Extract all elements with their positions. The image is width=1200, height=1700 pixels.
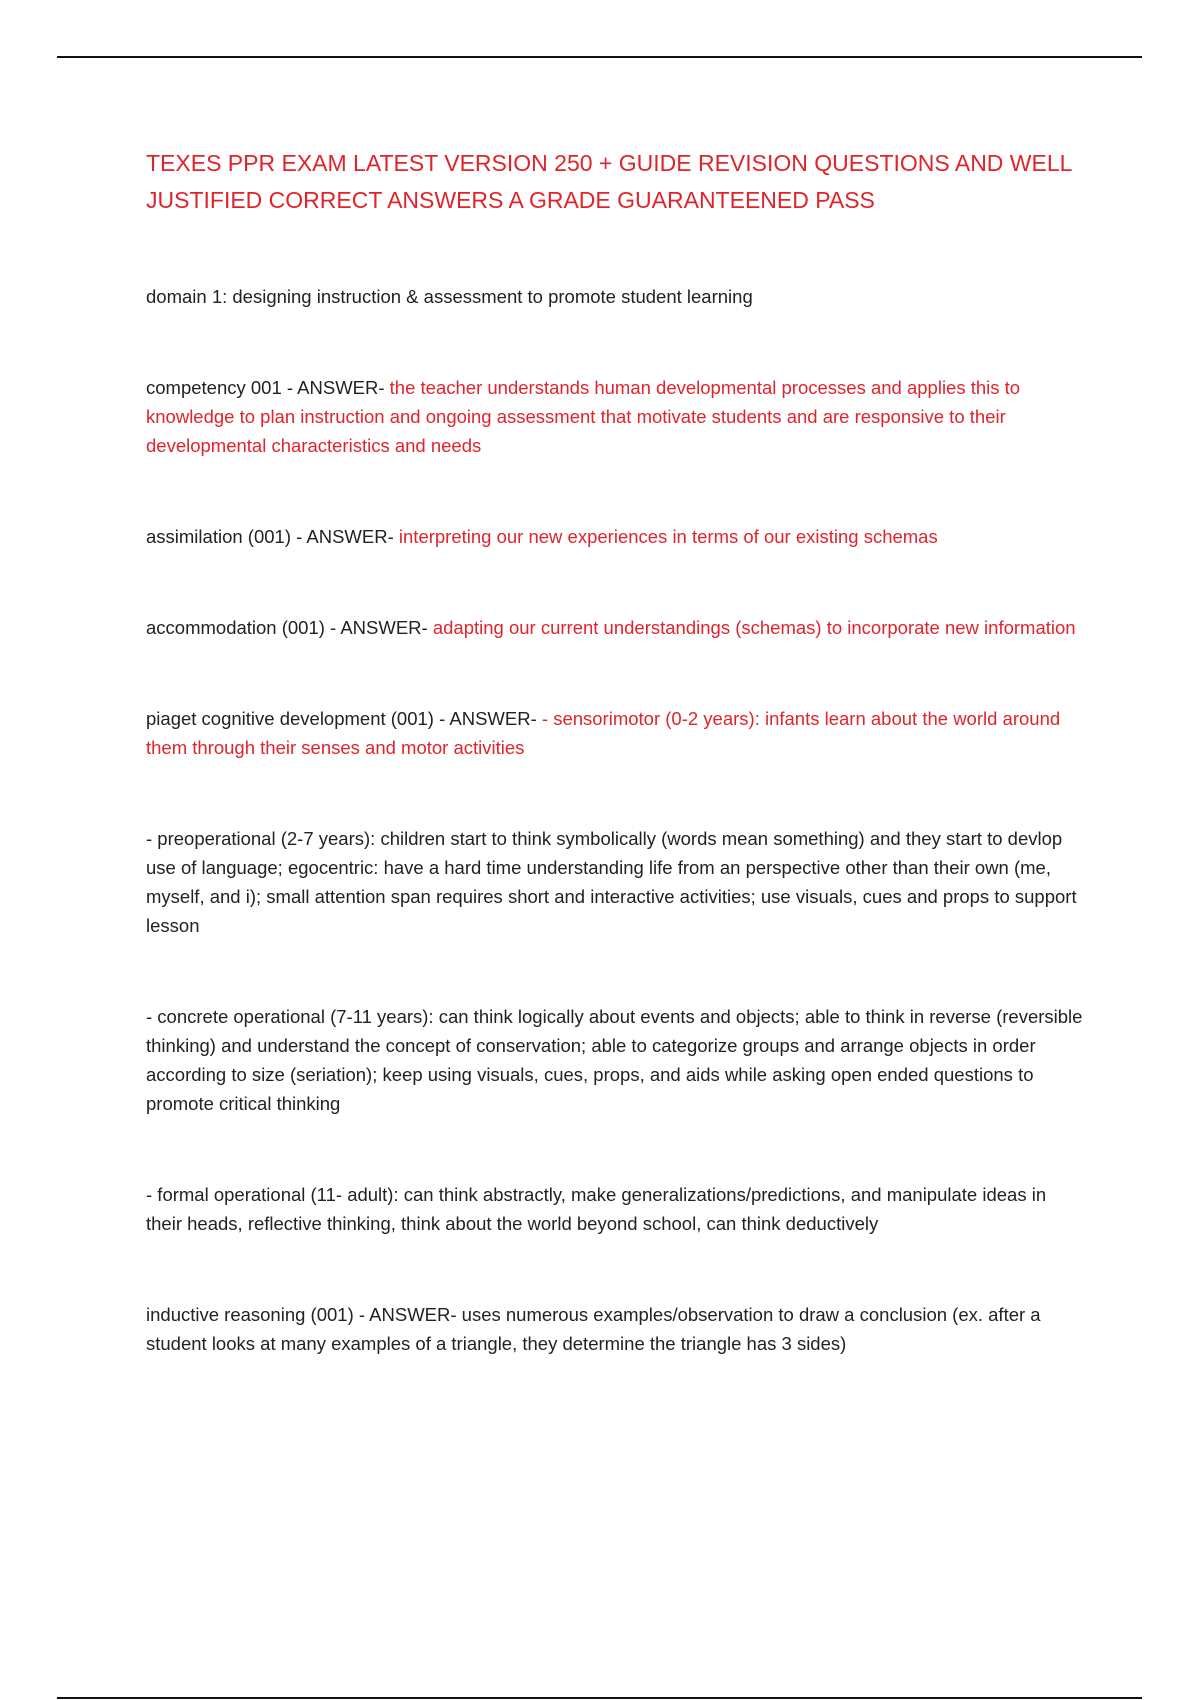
domain-heading-text: domain 1: designing instruction & assessment to promote student learning xyxy=(146,286,753,307)
entry-term: competency 001 - ANSWER- xyxy=(146,377,385,398)
paragraph-inductive-reasoning: inductive reasoning (001) - ANSWER- uses numerous examples/observation to draw a conclusion (ex. after a student looks at many examples of a triangle, they determine the triangle has 3 sides) xyxy=(146,1304,1041,1354)
title-line-2: JUSTIFIED CORRECT ANSWERS A GRADE GUARANTEENED PASS xyxy=(146,187,875,213)
entry-accommodation xyxy=(146,613,1086,642)
paragraph-concrete-operational: - concrete operational (7-11 years): can think logically about events and objects; able to think in reverse (reversible thinking) and understand the concept of conservation; able to categorize groups and arrange objects in order according to size (seriation); keep using visuals, cues, props, and aids while asking open ended questions to promote critical thinking xyxy=(146,1006,1083,1114)
entry-piaget xyxy=(146,704,1086,762)
top-rule xyxy=(57,56,1142,58)
entry-competency-001 xyxy=(146,373,1086,460)
entry-term: assimilation (001) - ANSWER- xyxy=(146,526,394,547)
paragraph-preoperational: - preoperational (2-7 years): children start to think symbolically (words mean something) and they start to devlop use of language; egocentric: have a hard time understanding life from an perspective other than their own (me, myself, and i); small attention span requires short and interactive activities; use visuals, cues and props to support lesson xyxy=(146,828,1077,936)
document-title xyxy=(146,145,1086,219)
paragraph-formal-operational: - formal operational (11- adult): can think abstractly, make generalizations/predictions, and manipulate ideas in their heads, reflective thinking, think about the world beyond school, can think deductively xyxy=(146,1184,1047,1234)
entry-answer: interpreting our new experiences in terms of our existing schemas xyxy=(393,526,938,547)
entry-assimilation xyxy=(146,522,1086,551)
entry-answer: - sensorimotor (0-2 years): infants learn about the world around them through their senses and motor activities xyxy=(146,708,1061,758)
entry-answer: adapting our current understandings (schemas) to incorporate new information xyxy=(427,617,1076,638)
entry-term: piaget cognitive development (001) - ANSWER- xyxy=(146,708,537,729)
entry-answer: the teacher understands human developmental processes and applies this to knowledge to plan instruction and ongoing assessment that motivate students and are responsive to their developmental characteristics and needs xyxy=(146,377,1021,456)
bottom-rule xyxy=(57,1697,1142,1699)
domain-heading xyxy=(146,282,1086,311)
document-body xyxy=(146,145,1086,1358)
title-line-1: TEXES PPR EXAM LATEST VERSION 250 + GUIDE REVISION QUESTIONS AND WELL xyxy=(146,150,1073,176)
entry-term: accommodation (001) - ANSWER- xyxy=(146,617,428,638)
